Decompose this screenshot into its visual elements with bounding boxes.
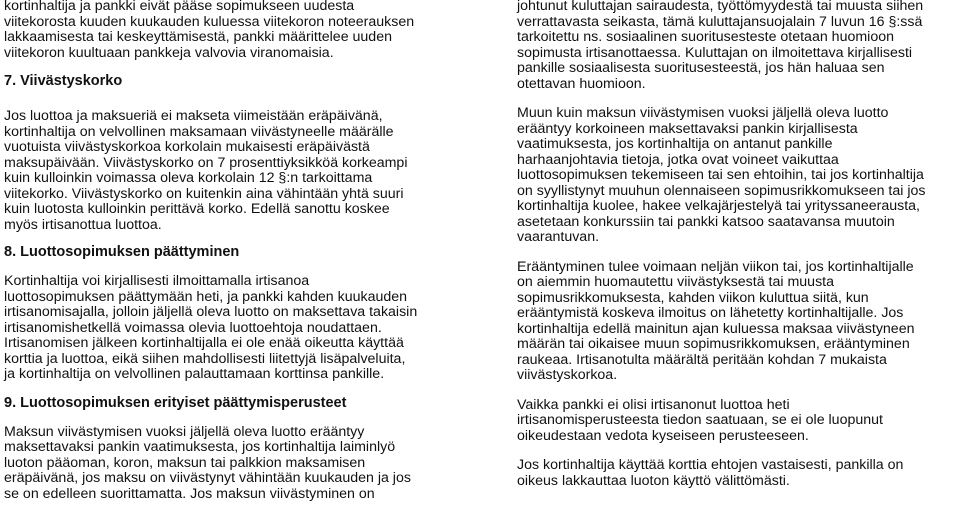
maturity-paragraph — [517, 260, 960, 384]
text-line: on syyllistynyt muuhun olennaiseen sopimusrikkomukseen tai jos — [517, 182, 926, 199]
section-8-paragraph — [4, 274, 466, 383]
section-9-heading: 9. Luottosopimuksen erityiset päättymisperusteet — [4, 394, 347, 411]
text-line: Erääntyminen tulee voimaan neljän viikon tai, jos kortinhaltijalle — [517, 258, 914, 275]
text-line: eräpäivänä, jos maksu on viivästynyt vähintään kuukauden ja jos — [4, 470, 411, 486]
text-line: Jos luottoa ja maksueriä ei makseta viimeistään eräpäivänä, — [4, 108, 383, 124]
text-line: maksupäivään. Viivästyskorko on 7 prosenttiyksikköä korkeampi — [4, 154, 408, 171]
text-line: myös irtisanottua luottoa. — [4, 216, 162, 233]
text-line: kuin luotosta kulloinkin perittävä korko. Edellä sanottu koskee — [4, 201, 390, 217]
text-line: kortinhaltija edellä mainitun ajan kuluessa maksaa viivästyneen — [517, 320, 915, 337]
text-line: viitekorosta kuuden kuukauden kuluessa viitekoron noteerauksen — [4, 13, 415, 30]
section-9-paragraph — [4, 425, 466, 503]
text-line: tarkoitettu ns. sosiaalinen suoritusesteste otetaan huomioon — [517, 29, 894, 45]
text-line: luottosopimuksen päättymään heti, ja pankki kahden kuukauden — [4, 288, 408, 305]
text-line: oikeudestaan vedota kyseiseen perusteeseen. — [517, 427, 809, 444]
section-7-paragraph — [4, 109, 466, 233]
text-line: sopimusrikkomuksesta, kahden viikon kuluttua siitä, kun — [517, 289, 869, 306]
text-line: kortinhaltija ja pankki eivät pääse sopimukseen uudesta — [4, 0, 355, 14]
text-line: määrän tai oikaisee muun sopimusrikkomuksen, erääntyminen — [517, 336, 910, 352]
text-line: ja kortinhaltija on velvollinen palauttamaan korttinsa pankille. — [4, 366, 385, 382]
text-line: kortinhaltija on velvollinen maksamaan viivästyneelle määrälle — [4, 123, 394, 140]
text-line: sopimusta irtisanottaessa. Kuluttajan on ilmoitettava kirjallisesti — [517, 44, 913, 61]
text-line: Kortinhaltija voi kirjallisesti ilmoittamalla irtisanoa — [4, 273, 310, 289]
text-line: Maksun viivästymisen vuoksi jäljellä oleva luotto erääntyy — [4, 423, 365, 440]
text-line: maksettavaksi pankin vaatimuksesta, jos kortinhaltija laiminlyö — [4, 439, 396, 455]
section-8-heading: 8. Luottosopimuksen päättyminen — [4, 244, 240, 260]
text-line: vuotuista viivästyskorkoa korkolain mukaisesti eräpäivästä — [4, 139, 370, 155]
text-line: otettavan huomioon. — [517, 75, 646, 92]
text-line: viitekoron kuultuaan pankkeja valvovia viranomaisia. — [4, 44, 334, 61]
text-line: Muun kuin maksun viivästymisen vuoksi jäljellä oleva luotto — [517, 105, 889, 121]
text-line: erääntymistä koskeva ilmoitus on lähetetty kortinhaltijalle. Jos — [517, 305, 904, 321]
text-line: irtisanomisajalla, jolloin jäljellä oleva luotto on maksettava takaisin — [4, 304, 418, 320]
intro-paragraph — [4, 0, 466, 61]
text-line: lakkaamisesta tai keskeyttämisestä, pankki määrittelee uuden — [4, 29, 392, 45]
text-line: kuin kulloinkin voimassa oleva korkolain 12 §:n tarkoittama — [4, 170, 373, 186]
text-line: luottosopimuksen tekemiseen tai sen ehtoihin, tai jos kortinhaltija — [517, 167, 924, 183]
other-termination-paragraph — [517, 106, 960, 246]
text-line: kortinhaltija kuolee, hakee velkajärjestelyä tai yrityssaneerausta, — [517, 198, 920, 214]
text-line: raukeaa. Irtisanotulta määrältä peritään kohdan 7 mukaista — [517, 351, 887, 368]
social-obstacle-paragraph — [517, 0, 960, 92]
text-line: on aiemmin huomautettu viivästyksestä tai muusta — [517, 274, 835, 290]
right-column — [517, 0, 960, 489]
text-line: oikeus lakkauttaa luoton käyttö välittömästi. — [517, 472, 790, 489]
text-line: viivästyskorkoa. — [517, 367, 618, 383]
text-line: viitekorko. Viivästyskorko on kuitenkin aina vähintään yhtä suuri — [4, 185, 404, 202]
text-line: vaarantuvan. — [517, 229, 600, 245]
text-line: Vaikka pankki ei olisi irtisanonut luottoa heti — [517, 396, 790, 413]
waiver-paragraph — [517, 398, 960, 445]
section-7-heading: 7. Viivästyskorko — [4, 73, 123, 89]
text-line: irtisanomishetkellä voimassa olevia luottoehtoja noudattaen. — [4, 319, 382, 336]
text-line: se on edelleen suorittamatta. Jos maksun viivästyminen on — [4, 485, 375, 502]
text-line: erääntyy korkoineen maksettavaksi pankin kirjallisesta — [517, 120, 858, 137]
text-line: korttia ja luottoa, eikä siihen mahdollisesti liitettyjä lisäpalveluita, — [4, 350, 406, 367]
text-line: Irtisanomisen jälkeen kortinhaltijalla ei ole enää oikeutta käyttää — [4, 335, 404, 351]
text-line: vaatimuksesta, jos kortinhaltija on antanut pankille — [517, 136, 833, 152]
text-line: asetetaan konkurssiin tai pankki katsoo saatavansa muutoin — [517, 213, 895, 230]
text-line: verrattavasta seikasta, tämä kuluttajansuojalain 7 luvun 16 §:ssä — [517, 13, 923, 30]
text-line: Jos kortinhaltija käyttää korttia ehtojen vastaisesti, pankilla on — [517, 457, 904, 473]
text-line: luoton pääoman, koron, maksun tai palkkion maksamisen — [4, 454, 366, 471]
left-column — [4, 0, 466, 502]
text-line: irtisanomisperusteesta tiedon saatuaan, se ei ole luopunut — [517, 412, 883, 428]
text-line: johtunut kuluttajan sairaudesta, työttömyydestä tai muusta siihen — [517, 0, 924, 14]
text-line: harhaanjohtavia tietoja, jotka ovat voineet vaikuttaa — [517, 151, 839, 168]
misuse-paragraph — [517, 458, 960, 489]
text-line: pankille sosiaalisesta suoritusesteestä, jos hän haluaa sen — [517, 60, 885, 76]
